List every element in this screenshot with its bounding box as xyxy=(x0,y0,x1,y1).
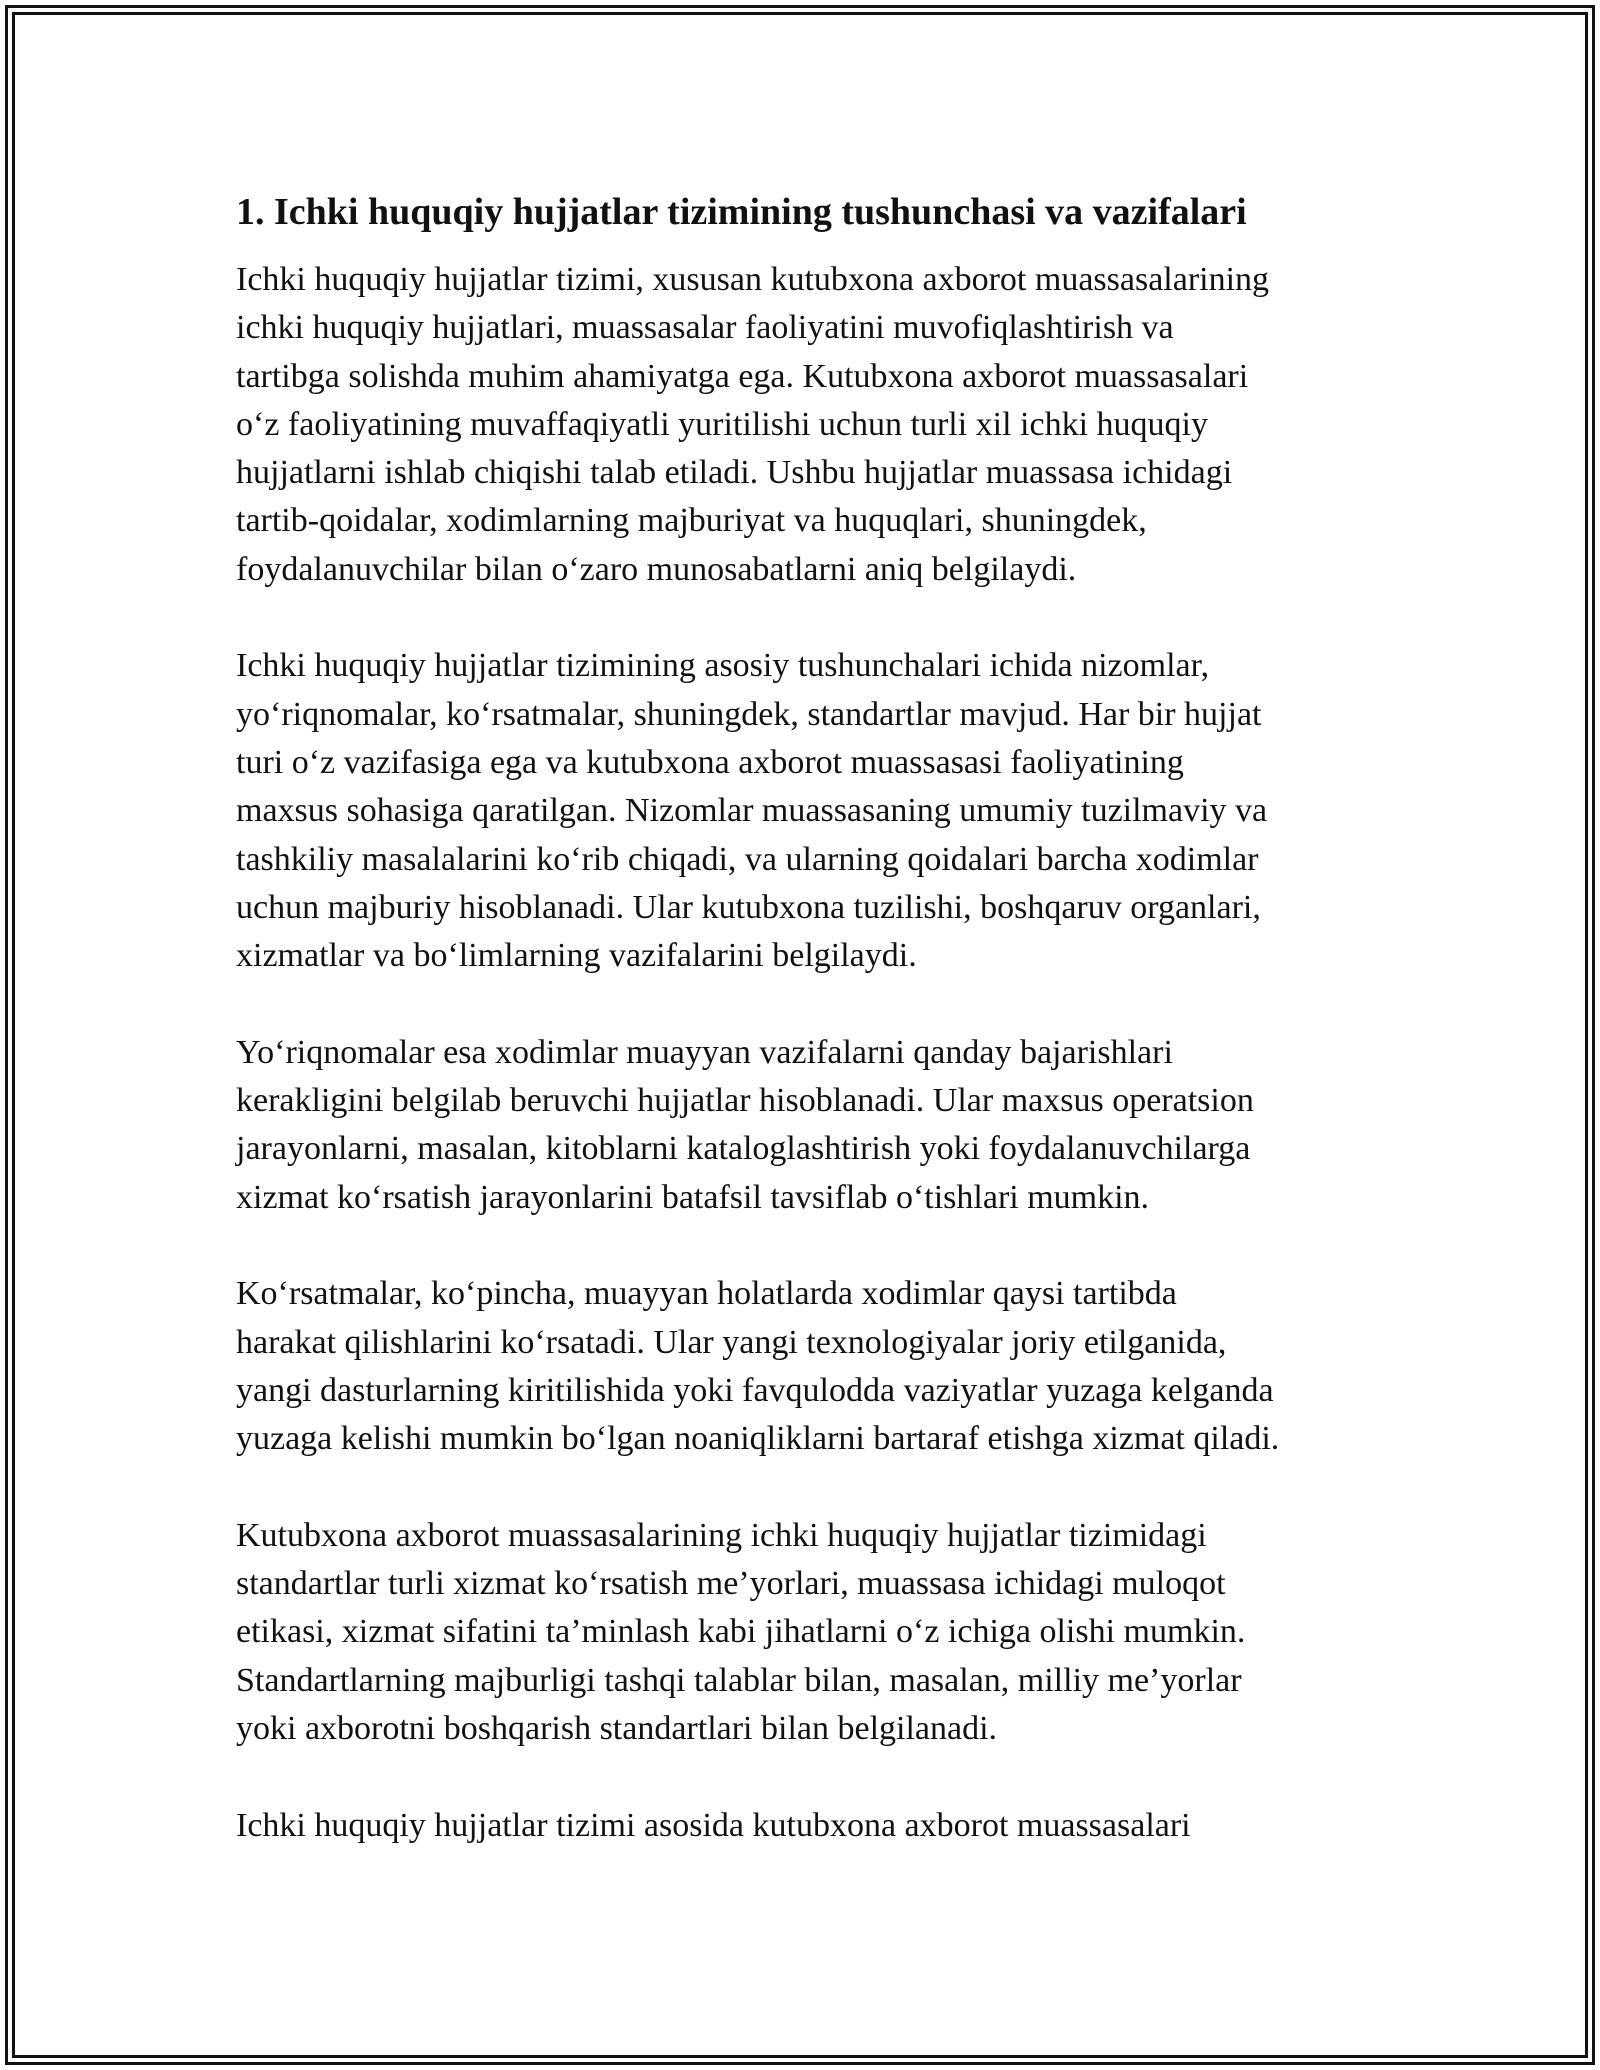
paragraph-line: tartib-qoidalar, xodimlarning majburiyat va huquqlari, shuningdek, xyxy=(236,502,1147,540)
paragraph-6 xyxy=(236,1802,1376,1850)
paragraph-line: Ichki huquqiy hujjatlar tizimi asosida kutubxona axborot muassasalari xyxy=(236,1806,1191,1844)
paragraph-line: yoki axborotni boshqarish standartlari bilan belgilanadi. xyxy=(236,1709,998,1747)
paragraph-line: xizmat ko‘rsatish jarayonlarini batafsil tavsiflab o‘tishlari mumkin. xyxy=(236,1178,1150,1216)
paragraph-line: standartlar turli xizmat ko‘rsatish me’yorlari, muassasa ichidagi muloqot xyxy=(236,1565,1226,1603)
paragraph-line: tashkiliy masalalarini ko‘rib chiqadi, va ularning qoidalari barcha xodimlar xyxy=(236,840,1259,878)
paragraph-line: foydalanuvchilar bilan o‘zaro munosabatlarni aniq belgilaydi. xyxy=(236,550,1077,588)
paragraph-line: ichki huquqiy hujjatlari, muassasalar faoliyatini muvofiqlashtirish va xyxy=(236,309,1174,347)
paragraph-line: Kutubxona axborot muassasalarining ichki huquqiy hujjatlar tizimidagi xyxy=(236,1516,1207,1554)
paragraph-line: yangi dasturlarning kiritilishida yoki favqulodda vaziyatlar yuzaga kelganda xyxy=(236,1371,1274,1409)
paragraph-line: maxsus sohasiga qaratilgan. Nizomlar muassasaning umumiy tuzilmaviy va xyxy=(236,792,1268,830)
section-heading: 1. Ichki huquqiy hujjatlar tizimining tushunchasi va vazifalari xyxy=(236,191,1247,233)
paragraph-line: Ichki huquqiy hujjatlar tizimining asosiy tushunchalari ichida nizomlar, xyxy=(236,647,1210,685)
paragraph-line: kerakligini belgilab beruvchi hujjatlar hisoblanadi. Ular maxsus operatsion xyxy=(236,1082,1254,1120)
paragraph-2 xyxy=(236,642,1376,980)
paragraph-line: jarayonlarni, masalan, kitoblarni kataloglashtirish yoki foydalanuvchilarga xyxy=(236,1130,1251,1168)
paragraph-line: hujjatlarni ishlab chiqishi talab etiladi. Ushbu hujjatlar muassasa ichidagi xyxy=(236,454,1233,492)
paragraph-line: uchun majburiy hisoblanadi. Ular kutubxona tuzilishi, boshqaruv organlari, xyxy=(236,888,1261,926)
paragraph-line: yuzaga kelishi mumkin bo‘lgan noaniqliklarni bartaraf etishga xizmat qiladi. xyxy=(236,1420,1280,1458)
paragraph-line: harakat qilishlarini ko‘rsatadi. Ular yangi texnologiyalar joriy etilganida, xyxy=(236,1323,1227,1361)
paragraph-line: yo‘riqnomalar, ko‘rsatmalar, shuningdek, standartlar mavjud. Har bir hujjat xyxy=(236,695,1262,733)
document-body xyxy=(236,188,1376,1898)
paragraph-line: Ko‘rsatmalar, ko‘pincha, muayyan holatlarda xodimlar qaysi tartibda xyxy=(236,1275,1177,1313)
paragraph-line: xizmatlar va bo‘limlarning vazifalarini belgilaydi. xyxy=(236,937,917,975)
paragraph-line: Ichki huquqiy hujjatlar tizimi, xususan kutubxona axborot muassasalarining xyxy=(236,261,1270,298)
paragraph-4 xyxy=(236,1270,1376,1463)
paragraph-line: tartibga solishda muhim ahamiyatga ega. Kutubxona axborot muassasalari xyxy=(236,357,1249,395)
paragraph-5 xyxy=(236,1512,1376,1753)
paragraph-1 xyxy=(236,256,1376,594)
paragraph-line: etikasi, xizmat sifatini ta’minlash kabi jihatlarni o‘z ichiga olishi mumkin. xyxy=(236,1613,1246,1651)
paragraph-line: Standartlarning majburligi tashqi talablar bilan, masalan, milliy me’yorlar xyxy=(236,1661,1242,1699)
paragraph-3 xyxy=(236,1029,1376,1222)
paragraph-line: turi o‘z vazifasiga ega va kutubxona axborot muassasasi faoliyatining xyxy=(236,743,1184,781)
paragraph-line: o‘z faoliyatining muvaffaqiyatli yuritilishi uchun turli xil ichki huquqiy xyxy=(236,405,1208,443)
paragraph-line: Yo‘riqnomalar esa xodimlar muayyan vazifalarni qanday bajarishlari xyxy=(236,1033,1173,1071)
